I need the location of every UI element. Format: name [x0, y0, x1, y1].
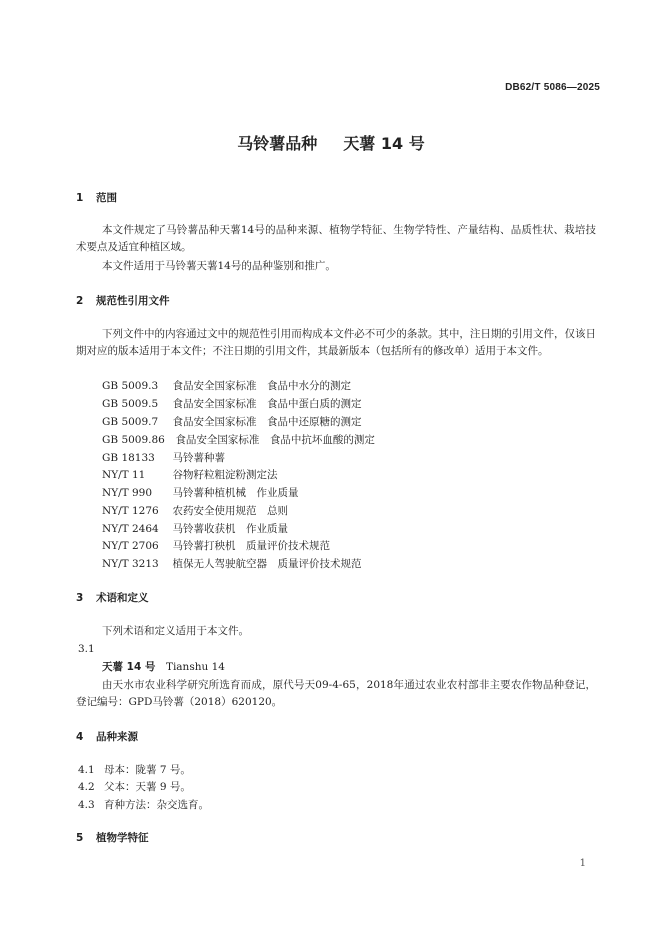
section-heading-normative-references: [76, 293, 170, 308]
section-heading-scope: [76, 190, 117, 205]
reference-code: NY/T 990: [102, 487, 153, 499]
reference-title: 食品安全国家标准 食品中还原糖的测定: [172, 416, 362, 428]
item-number: 4.2: [78, 781, 95, 793]
section-title: 术语和定义: [96, 592, 149, 604]
item-text: 母本：陇薯 7 号。: [104, 764, 191, 776]
section-title: 规范性引用文件: [96, 295, 170, 307]
document-title: [0, 131, 662, 154]
term-english: Tianshu 14: [165, 661, 225, 673]
origin-item: [78, 779, 191, 796]
section-title: 品种来源: [96, 731, 138, 743]
references-intro-paragraph: 下列文件中的内容通过文中的规范性引用而构成本文件必不可少的条款。其中，注日期的引用文件，仅该日期对应的版本适用于本文件；不注日期的引用文件，其最新版本（包括所有的修改单）适用于本文件。: [76, 328, 596, 357]
reference-item: [102, 485, 299, 502]
item-number: 4.1: [78, 764, 95, 776]
reference-code: GB 5009.86: [102, 434, 165, 446]
reference-title: 马铃薯打秧机 质量评价技术规范: [172, 540, 330, 552]
reference-code: GB 5009.7: [102, 416, 159, 428]
reference-title: 植保无人驾驶航空器 质量评价技术规范: [172, 558, 362, 570]
section-heading-botanical-traits: [76, 830, 149, 845]
reference-code: GB 5009.3: [102, 380, 159, 392]
section-number: 3: [76, 592, 84, 604]
title-variety-class: 马铃薯品种: [237, 134, 318, 153]
reference-item: [102, 414, 362, 431]
reference-item: [102, 450, 225, 467]
reference-title: 食品安全国家标准 食品中蛋白质的测定: [172, 398, 362, 410]
reference-item: [102, 432, 375, 449]
reference-code: NY/T 2464: [102, 523, 159, 535]
reference-code: NY/T 3213: [102, 558, 159, 570]
section-title: 植物学特征: [96, 832, 149, 844]
reference-title: 谷物籽粒粗淀粉测定法: [172, 469, 278, 481]
reference-item: [102, 378, 351, 395]
reference-item: [102, 556, 362, 573]
reference-title: 马铃薯收获机 作业质量: [172, 523, 288, 535]
reference-code: GB 5009.5: [102, 398, 159, 410]
item-text: 父本：天薯 9 号。: [104, 781, 191, 793]
item-number: 4.3: [78, 799, 95, 811]
reference-code: NY/T 11: [102, 469, 146, 481]
scope-paragraph-2: 本文件适用于马铃薯天薯14号的品种鉴别和推广。: [102, 260, 336, 272]
section-heading-variety-origin: [76, 729, 138, 744]
reference-title: 农药安全使用规范 总则: [172, 505, 288, 517]
reference-title: 食品安全国家标准 食品中水分的测定: [172, 380, 351, 392]
reference-title: 马铃薯种植机械 作业质量: [172, 487, 299, 499]
origin-item: [78, 797, 209, 814]
section-title: 范围: [96, 192, 117, 204]
section-number: 5: [76, 832, 84, 844]
reference-item: [102, 538, 330, 555]
reference-item: [102, 521, 288, 538]
reference-item: [102, 503, 288, 520]
standard-code: DB62/T 5086—2025: [505, 82, 600, 93]
section-number: 2: [76, 295, 84, 307]
reference-item: [102, 396, 362, 413]
reference-code: NY/T 2706: [102, 540, 159, 552]
term-definition: 由天水市农业科学研究所选育而成，原代号天09-4-65，2018年通过农业农村部非主要农作物品种登记，登记编号：GPD马铃薯（2018）620120。: [76, 679, 596, 708]
section-heading-terms: [76, 590, 149, 605]
reference-title: 马铃薯种薯: [172, 452, 225, 464]
origin-item: [78, 762, 191, 779]
item-text: 育种方法：杂交选育。: [104, 799, 209, 811]
reference-item: [102, 467, 278, 484]
reference-code: GB 18133: [102, 452, 155, 464]
section-number: 1: [76, 192, 84, 204]
section-number: 4: [76, 731, 84, 743]
reference-code: NY/T 1276: [102, 505, 159, 517]
clause-number: 3.1: [78, 643, 95, 655]
page-number: 1: [579, 858, 586, 869]
terms-intro-paragraph: 下列术语和定义适用于本文件。: [102, 625, 249, 637]
term-entry-title: [102, 659, 225, 674]
scope-paragraph-1: 本文件规定了马铃薯品种天薯14号的品种来源、植物学特征、生物学特性、产量结构、品质性状、栽培技术要点及适宜种植区域。: [76, 224, 596, 253]
title-variety-name: 天薯 14 号: [343, 134, 425, 153]
term-chinese: 天薯 14 号: [102, 661, 156, 673]
reference-title: 食品安全国家标准 食品中抗坏血酸的测定: [175, 434, 375, 446]
